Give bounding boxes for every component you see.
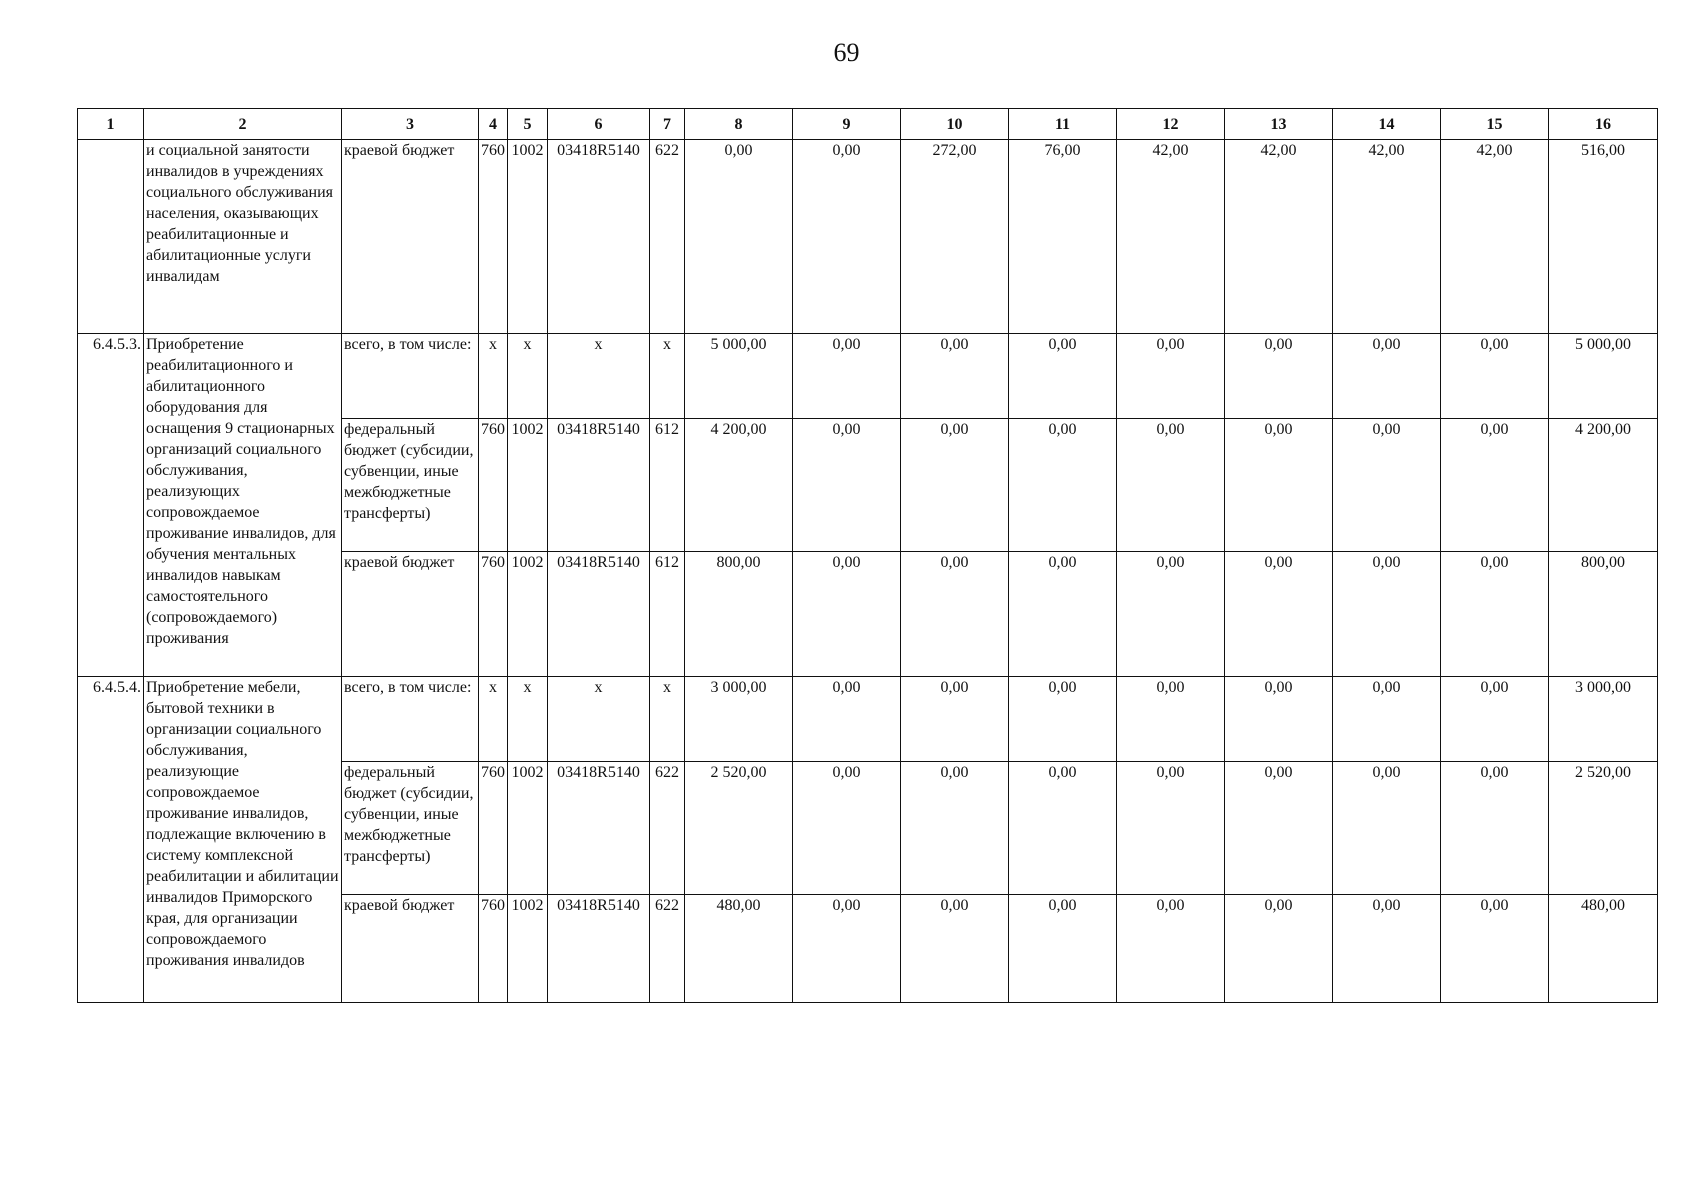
value-col11: 0,00	[1009, 552, 1117, 677]
code-col6: 03418R5140	[548, 552, 650, 677]
code-col5: 1002	[508, 895, 548, 1003]
code-col6: 03418R5140	[548, 419, 650, 552]
code-col5: х	[508, 334, 548, 419]
funding-source: краевой бюджет	[342, 140, 479, 334]
column-header: 6	[548, 109, 650, 140]
value-col13: 42,00	[1225, 140, 1333, 334]
value-col16: 516,00	[1549, 140, 1658, 334]
value-col15: 0,00	[1441, 762, 1549, 895]
code-col7: х	[650, 334, 685, 419]
value-col15: 0,00	[1441, 419, 1549, 552]
value-col14: 0,00	[1333, 552, 1441, 677]
value-col13: 0,00	[1225, 334, 1333, 419]
code-col4: х	[479, 677, 508, 762]
value-col8: 5 000,00	[685, 334, 793, 419]
value-col15: 0,00	[1441, 895, 1549, 1003]
code-col7: 622	[650, 762, 685, 895]
column-header: 16	[1549, 109, 1658, 140]
value-col13: 0,00	[1225, 762, 1333, 895]
value-col13: 0,00	[1225, 895, 1333, 1003]
value-col8: 4 200,00	[685, 419, 793, 552]
value-col15: 0,00	[1441, 677, 1549, 762]
code-col5: 1002	[508, 552, 548, 677]
value-col12: 42,00	[1117, 140, 1225, 334]
code-col6: 03418R5140	[548, 140, 650, 334]
value-col14: 0,00	[1333, 895, 1441, 1003]
value-col8: 2 520,00	[685, 762, 793, 895]
value-col9: 0,00	[793, 895, 901, 1003]
value-col14: 0,00	[1333, 334, 1441, 419]
value-col15: 0,00	[1441, 334, 1549, 419]
code-col4: 760	[479, 140, 508, 334]
table-row	[78, 677, 1658, 762]
value-col10: 0,00	[901, 334, 1009, 419]
value-col14: 0,00	[1333, 677, 1441, 762]
value-col10: 0,00	[901, 762, 1009, 895]
budget-table	[77, 108, 1658, 1003]
value-col12: 0,00	[1117, 552, 1225, 677]
table-row	[78, 140, 1658, 334]
value-col10: 0,00	[901, 552, 1009, 677]
value-col9: 0,00	[793, 419, 901, 552]
code-col7: 622	[650, 895, 685, 1003]
funding-source: федеральный бюджет (субсидии, субвенции, иные межбюджетные трансферты)	[342, 762, 479, 895]
code-col7: х	[650, 677, 685, 762]
column-header: 9	[793, 109, 901, 140]
value-col15: 42,00	[1441, 140, 1549, 334]
value-col16: 800,00	[1549, 552, 1658, 677]
value-col11: 0,00	[1009, 334, 1117, 419]
value-col13: 0,00	[1225, 552, 1333, 677]
column-header: 13	[1225, 109, 1333, 140]
value-col8: 480,00	[685, 895, 793, 1003]
value-col8: 0,00	[685, 140, 793, 334]
code-col5: 1002	[508, 762, 548, 895]
column-header: 1	[78, 109, 144, 140]
value-col11: 0,00	[1009, 895, 1117, 1003]
page-number: 69	[833, 38, 860, 67]
item-name: Приобретение мебели, бытовой техники в организации социального обслуживания, реализующие сопровождаемое проживание инвалидов, подлежащие включению в систему комплексной реабилитации и абилитации инвалидов Приморского края, для организации сопровождаемого проживания инвалидов	[144, 677, 342, 1003]
value-col12: 0,00	[1117, 895, 1225, 1003]
value-col14: 0,00	[1333, 419, 1441, 552]
value-col10: 0,00	[901, 677, 1009, 762]
code-col7: 612	[650, 419, 685, 552]
header-row	[78, 109, 1658, 140]
column-header: 10	[901, 109, 1009, 140]
funding-source: федеральный бюджет (субсидии, субвенции, иные межбюджетные трансферты)	[342, 419, 479, 552]
value-col8: 3 000,00	[685, 677, 793, 762]
code-col7: 612	[650, 552, 685, 677]
value-col13: 0,00	[1225, 419, 1333, 552]
column-header: 12	[1117, 109, 1225, 140]
value-col9: 0,00	[793, 762, 901, 895]
value-col14: 0,00	[1333, 762, 1441, 895]
value-col16: 4 200,00	[1549, 419, 1658, 552]
column-header: 3	[342, 109, 479, 140]
column-header: 15	[1441, 109, 1549, 140]
code-col4: х	[479, 334, 508, 419]
code-col5: 1002	[508, 140, 548, 334]
value-col10: 272,00	[901, 140, 1009, 334]
code-col7: 622	[650, 140, 685, 334]
column-header: 2	[144, 109, 342, 140]
funding-source: всего, в том числе:	[342, 334, 479, 419]
value-col8: 800,00	[685, 552, 793, 677]
value-col16: 2 520,00	[1549, 762, 1658, 895]
code-col4: 760	[479, 419, 508, 552]
code-col6: х	[548, 677, 650, 762]
value-col15: 0,00	[1441, 552, 1549, 677]
code-col5: 1002	[508, 419, 548, 552]
value-col9: 0,00	[793, 334, 901, 419]
value-col11: 76,00	[1009, 140, 1117, 334]
value-col10: 0,00	[901, 419, 1009, 552]
value-col12: 0,00	[1117, 419, 1225, 552]
code-col6: х	[548, 334, 650, 419]
column-header: 11	[1009, 109, 1117, 140]
funding-source: краевой бюджет	[342, 895, 479, 1003]
value-col11: 0,00	[1009, 419, 1117, 552]
value-col11: 0,00	[1009, 677, 1117, 762]
code-col6: 03418R5140	[548, 762, 650, 895]
value-col11: 0,00	[1009, 762, 1117, 895]
code-col4: 760	[479, 762, 508, 895]
column-header: 8	[685, 109, 793, 140]
item-index: 6.4.5.3.	[78, 334, 144, 677]
value-col9: 0,00	[793, 677, 901, 762]
column-header: 14	[1333, 109, 1441, 140]
column-header: 7	[650, 109, 685, 140]
funding-source: краевой бюджет	[342, 552, 479, 677]
table-row	[78, 334, 1658, 419]
item-name: Приобретение реабилитационного и абилитационного оборудования для оснащения 9 стационарных организаций социального обслуживания, реализующих сопровождаемое проживание инвалидов, для обучения ментальных инвалидов навыкам самостоятельного (сопровождаемого) проживания	[144, 334, 342, 677]
value-col9: 0,00	[793, 140, 901, 334]
value-col13: 0,00	[1225, 677, 1333, 762]
code-col4: 760	[479, 552, 508, 677]
column-header: 5	[508, 109, 548, 140]
value-col9: 0,00	[793, 552, 901, 677]
value-col16: 480,00	[1549, 895, 1658, 1003]
value-col10: 0,00	[901, 895, 1009, 1003]
code-col4: 760	[479, 895, 508, 1003]
funding-source: всего, в том числе:	[342, 677, 479, 762]
value-col16: 5 000,00	[1549, 334, 1658, 419]
code-col5: х	[508, 677, 548, 762]
value-col12: 0,00	[1117, 334, 1225, 419]
item-name: и социальной занятости инвалидов в учреждениях социального обслуживания населения, оказывающих реабилитационные и абилитационные услуги инвалидам	[144, 140, 342, 334]
value-col16: 3 000,00	[1549, 677, 1658, 762]
code-col6: 03418R5140	[548, 895, 650, 1003]
item-index: 6.4.5.4.	[78, 677, 144, 1003]
column-header: 4	[479, 109, 508, 140]
item-index	[78, 140, 144, 334]
value-col12: 0,00	[1117, 762, 1225, 895]
value-col12: 0,00	[1117, 677, 1225, 762]
value-col14: 42,00	[1333, 140, 1441, 334]
